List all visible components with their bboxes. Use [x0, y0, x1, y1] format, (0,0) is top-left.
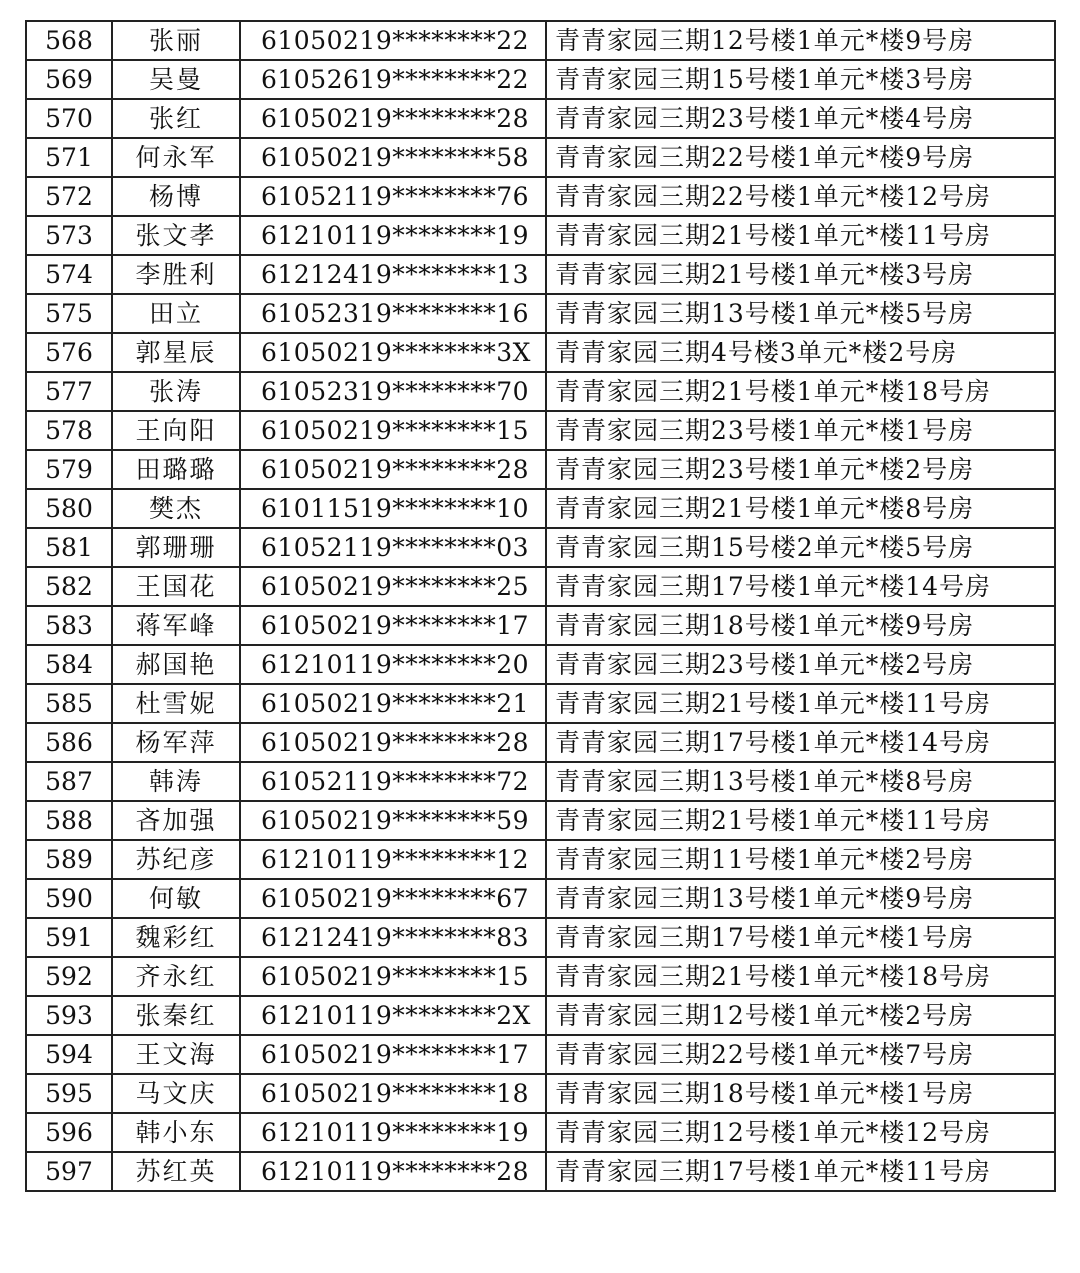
address: 青青家园三期21号楼1单元*楼18号房 [546, 957, 1055, 996]
row-number: 570 [26, 99, 112, 138]
row-number: 576 [26, 333, 112, 372]
resident-name: 苏红英 [112, 1152, 240, 1191]
address: 青青家园三期12号楼1单元*楼12号房 [546, 1113, 1055, 1152]
resident-name: 田璐璐 [112, 450, 240, 489]
table-row [26, 60, 1055, 99]
address: 青青家园三期18号楼1单元*楼9号房 [546, 606, 1055, 645]
table-row [26, 723, 1055, 762]
resident-name: 吴曼 [112, 60, 240, 99]
resident-name: 王文海 [112, 1035, 240, 1074]
id-number: 61210119********2X [240, 996, 546, 1035]
address: 青青家园三期21号楼1单元*楼8号房 [546, 489, 1055, 528]
table-row [26, 138, 1055, 177]
row-number: 596 [26, 1113, 112, 1152]
table-row [26, 372, 1055, 411]
id-number: 61052119********76 [240, 177, 546, 216]
address: 青青家园三期17号楼1单元*楼1号房 [546, 918, 1055, 957]
row-number: 587 [26, 762, 112, 801]
roster-table-body [26, 21, 1055, 1191]
row-number: 592 [26, 957, 112, 996]
table-row [26, 567, 1055, 606]
resident-name: 张文孝 [112, 216, 240, 255]
id-number: 61050219********15 [240, 957, 546, 996]
row-number: 582 [26, 567, 112, 606]
table-row [26, 1113, 1055, 1152]
id-number: 61050219********28 [240, 723, 546, 762]
id-number: 61050219********22 [240, 21, 546, 60]
id-number: 61050219********28 [240, 450, 546, 489]
resident-name: 田立 [112, 294, 240, 333]
address: 青青家园三期21号楼1单元*楼3号房 [546, 255, 1055, 294]
table-row [26, 606, 1055, 645]
resident-name: 郭星辰 [112, 333, 240, 372]
id-number: 61210119********19 [240, 1113, 546, 1152]
resident-name: 郭珊珊 [112, 528, 240, 567]
address: 青青家园三期21号楼1单元*楼11号房 [546, 684, 1055, 723]
row-number: 581 [26, 528, 112, 567]
address: 青青家园三期13号楼1单元*楼8号房 [546, 762, 1055, 801]
address: 青青家园三期23号楼1单元*楼1号房 [546, 411, 1055, 450]
table-row [26, 996, 1055, 1035]
resident-name: 张秦红 [112, 996, 240, 1035]
table-row [26, 801, 1055, 840]
resident-name: 马文庆 [112, 1074, 240, 1113]
table-row [26, 177, 1055, 216]
roster-table [25, 20, 1056, 1192]
row-number: 584 [26, 645, 112, 684]
table-row [26, 21, 1055, 60]
id-number: 61050219********3X [240, 333, 546, 372]
resident-name: 齐永红 [112, 957, 240, 996]
address: 青青家园三期15号楼2单元*楼5号房 [546, 528, 1055, 567]
resident-name: 郝国艳 [112, 645, 240, 684]
address: 青青家园三期21号楼1单元*楼11号房 [546, 216, 1055, 255]
id-number: 61050219********59 [240, 801, 546, 840]
resident-name: 张涛 [112, 372, 240, 411]
resident-name: 樊杰 [112, 489, 240, 528]
id-number: 61050219********21 [240, 684, 546, 723]
resident-name: 李胜利 [112, 255, 240, 294]
row-number: 583 [26, 606, 112, 645]
table-row [26, 840, 1055, 879]
table-row [26, 450, 1055, 489]
row-number: 571 [26, 138, 112, 177]
address: 青青家园三期21号楼1单元*楼11号房 [546, 801, 1055, 840]
address: 青青家园三期23号楼1单元*楼2号房 [546, 450, 1055, 489]
address: 青青家园三期21号楼1单元*楼18号房 [546, 372, 1055, 411]
id-number: 61052319********16 [240, 294, 546, 333]
resident-name: 韩小东 [112, 1113, 240, 1152]
row-number: 593 [26, 996, 112, 1035]
resident-name: 杨军萍 [112, 723, 240, 762]
row-number: 569 [26, 60, 112, 99]
row-number: 573 [26, 216, 112, 255]
resident-name: 蒋军峰 [112, 606, 240, 645]
address: 青青家园三期11号楼1单元*楼2号房 [546, 840, 1055, 879]
id-number: 61052119********72 [240, 762, 546, 801]
address: 青青家园三期23号楼1单元*楼4号房 [546, 99, 1055, 138]
id-number: 61050219********18 [240, 1074, 546, 1113]
address: 青青家园三期13号楼1单元*楼5号房 [546, 294, 1055, 333]
resident-name: 何永军 [112, 138, 240, 177]
id-number: 61052119********03 [240, 528, 546, 567]
row-number: 591 [26, 918, 112, 957]
id-number: 61212419********13 [240, 255, 546, 294]
address: 青青家园三期4号楼3单元*楼2号房 [546, 333, 1055, 372]
row-number: 578 [26, 411, 112, 450]
resident-name: 魏彩红 [112, 918, 240, 957]
resident-name: 张丽 [112, 21, 240, 60]
address: 青青家园三期17号楼1单元*楼11号房 [546, 1152, 1055, 1191]
table-row [26, 918, 1055, 957]
address: 青青家园三期23号楼1单元*楼2号房 [546, 645, 1055, 684]
table-row [26, 216, 1055, 255]
table-row [26, 294, 1055, 333]
resident-name: 张红 [112, 99, 240, 138]
table-row [26, 1152, 1055, 1191]
row-number: 580 [26, 489, 112, 528]
resident-name: 何敏 [112, 879, 240, 918]
id-number: 61052619********22 [240, 60, 546, 99]
address: 青青家园三期13号楼1单元*楼9号房 [546, 879, 1055, 918]
row-number: 577 [26, 372, 112, 411]
resident-name: 吝加强 [112, 801, 240, 840]
row-number: 579 [26, 450, 112, 489]
resident-name: 杨博 [112, 177, 240, 216]
row-number: 568 [26, 21, 112, 60]
table-row [26, 645, 1055, 684]
resident-name: 王国花 [112, 567, 240, 606]
id-number: 61210119********19 [240, 216, 546, 255]
id-number: 61050219********25 [240, 567, 546, 606]
table-row [26, 1074, 1055, 1113]
table-row [26, 255, 1055, 294]
row-number: 574 [26, 255, 112, 294]
id-number: 61050219********58 [240, 138, 546, 177]
id-number: 61050219********17 [240, 606, 546, 645]
id-number: 61050219********17 [240, 1035, 546, 1074]
address: 青青家园三期12号楼1单元*楼2号房 [546, 996, 1055, 1035]
address: 青青家园三期18号楼1单元*楼1号房 [546, 1074, 1055, 1113]
id-number: 61210119********20 [240, 645, 546, 684]
row-number: 595 [26, 1074, 112, 1113]
address: 青青家园三期22号楼1单元*楼9号房 [546, 138, 1055, 177]
table-row [26, 879, 1055, 918]
id-number: 61052319********70 [240, 372, 546, 411]
row-number: 585 [26, 684, 112, 723]
row-number: 589 [26, 840, 112, 879]
address: 青青家园三期12号楼1单元*楼9号房 [546, 21, 1055, 60]
resident-name: 苏纪彦 [112, 840, 240, 879]
address: 青青家园三期22号楼1单元*楼7号房 [546, 1035, 1055, 1074]
table-row [26, 489, 1055, 528]
id-number: 61050219********15 [240, 411, 546, 450]
row-number: 572 [26, 177, 112, 216]
id-number: 61210119********12 [240, 840, 546, 879]
address: 青青家园三期17号楼1单元*楼14号房 [546, 567, 1055, 606]
address: 青青家园三期15号楼1单元*楼3号房 [546, 60, 1055, 99]
address: 青青家园三期17号楼1单元*楼14号房 [546, 723, 1055, 762]
table-row [26, 99, 1055, 138]
table-row [26, 684, 1055, 723]
id-number: 61050219********67 [240, 879, 546, 918]
id-number: 61050219********28 [240, 99, 546, 138]
table-row [26, 762, 1055, 801]
row-number: 575 [26, 294, 112, 333]
row-number: 597 [26, 1152, 112, 1191]
row-number: 590 [26, 879, 112, 918]
resident-name: 王向阳 [112, 411, 240, 450]
table-row [26, 528, 1055, 567]
row-number: 586 [26, 723, 112, 762]
table-row [26, 411, 1055, 450]
table-row [26, 957, 1055, 996]
row-number: 594 [26, 1035, 112, 1074]
resident-name: 杜雪妮 [112, 684, 240, 723]
address: 青青家园三期22号楼1单元*楼12号房 [546, 177, 1055, 216]
id-number: 61210119********28 [240, 1152, 546, 1191]
resident-name: 韩涛 [112, 762, 240, 801]
roster-sheet [25, 20, 1054, 1192]
table-row [26, 333, 1055, 372]
row-number: 588 [26, 801, 112, 840]
table-row [26, 1035, 1055, 1074]
id-number: 61212419********83 [240, 918, 546, 957]
id-number: 61011519********10 [240, 489, 546, 528]
